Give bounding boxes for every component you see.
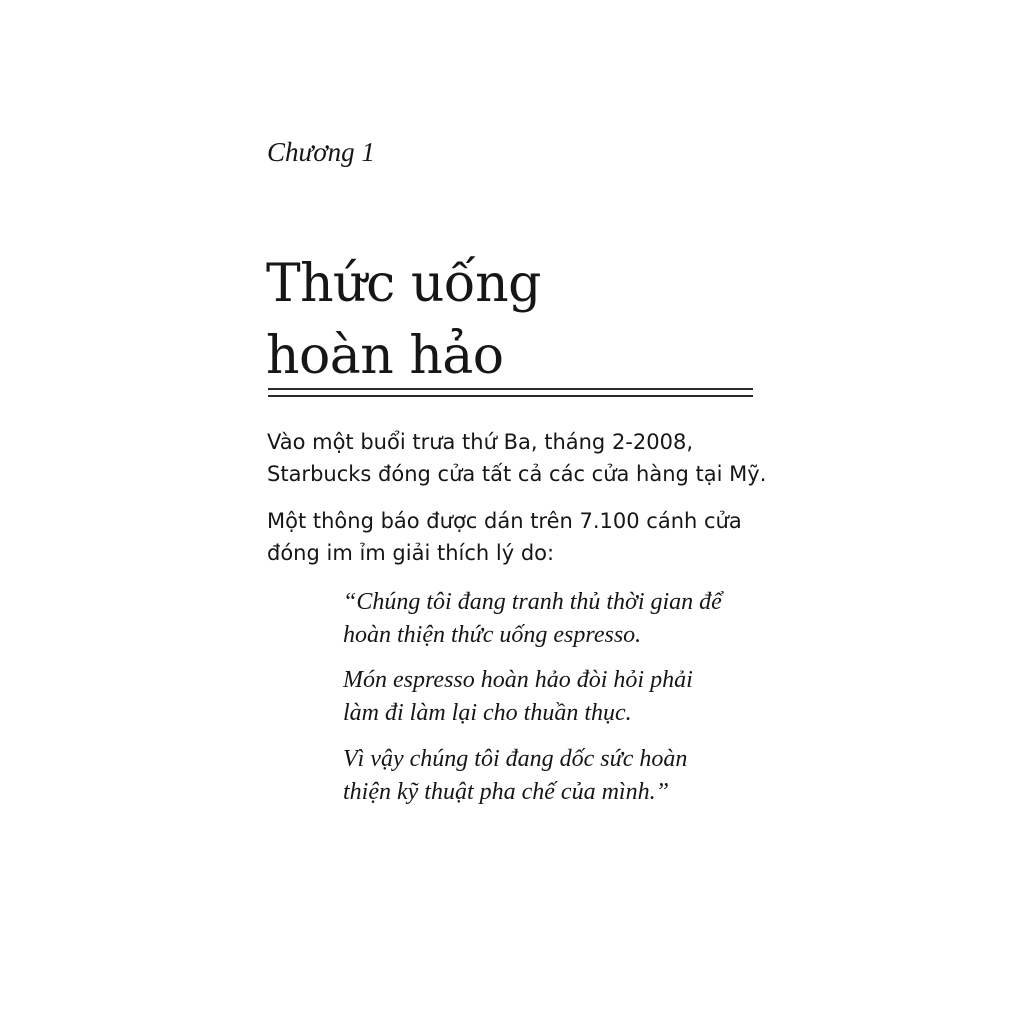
text-line: Một thông báo được dán trên 7.100 cánh cửa xyxy=(267,509,742,533)
quote-line: thiện kỹ thuật pha chế của mình.” xyxy=(343,779,669,805)
rule-line-bottom xyxy=(268,395,753,397)
chapter-label: Chương 1 xyxy=(267,137,375,167)
chapter-title xyxy=(266,248,541,392)
quote-paragraph xyxy=(343,743,687,809)
text-line: Starbucks đóng cửa tất cả các cửa hàng tại Mỹ. xyxy=(267,462,767,486)
quote-line: hoàn thiện thức uống espresso. xyxy=(343,622,642,648)
quote-paragraph xyxy=(343,586,722,652)
text-line: Vào một buổi trưa thứ Ba, tháng 2-2008, xyxy=(267,430,693,454)
chapter-title-line: Thức uống xyxy=(266,254,541,314)
quote-line: Món espresso hoàn hảo đòi hỏi phải xyxy=(343,667,693,693)
body-paragraph xyxy=(267,426,766,490)
chapter-title-line: hoàn hảo xyxy=(266,326,504,386)
quote-line: “Chúng tôi đang tranh thủ thời gian để xyxy=(343,589,722,615)
rule-line-top xyxy=(268,388,753,390)
title-double-rule xyxy=(268,388,753,398)
quote-line: Vì vậy chúng tôi đang dốc sức hoàn xyxy=(343,746,688,772)
text-line: đóng im ỉm giải thích lý do: xyxy=(267,541,555,565)
quote-paragraph xyxy=(343,664,693,730)
body-paragraph xyxy=(267,505,742,569)
quote-line: làm đi làm lại cho thuần thục. xyxy=(343,700,632,726)
